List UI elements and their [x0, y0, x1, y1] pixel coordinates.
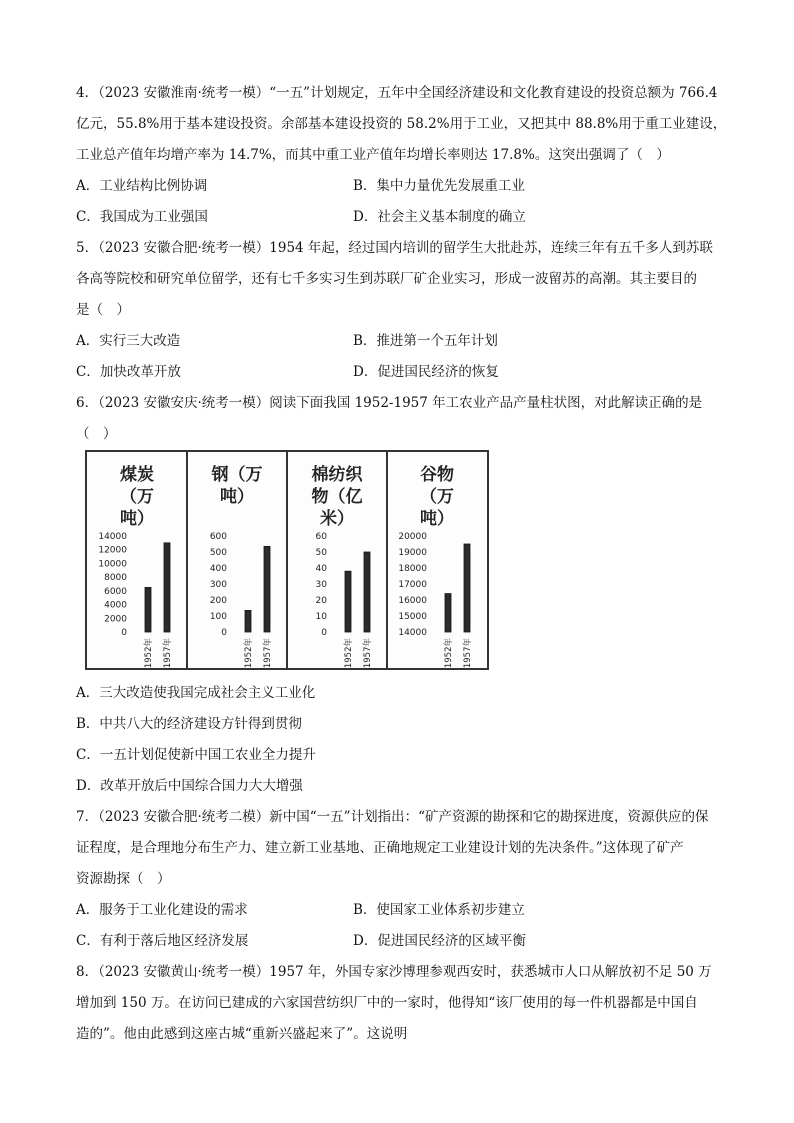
question-5-stem-line: 各高等院校和研究单位留学，还有七千多实习生到苏联厂矿企业实习，形成一波留苏的高潮。其主要目的 [76, 271, 697, 287]
question-4 [76, 78, 726, 233]
bar-1957年 [364, 552, 370, 632]
chart-title-line: 物（亿 [311, 487, 363, 507]
y-tick-label: 16000 [398, 596, 427, 606]
y-tick-label: 8000 [104, 573, 127, 584]
bar-1957年 [164, 543, 170, 632]
y-tick-label: 19000 [398, 548, 427, 558]
chart-title-line: 吨） [120, 509, 154, 529]
option-a[interactable]: A．三大改造使我国完成社会主义工业化 [76, 685, 316, 701]
option-a[interactable]: A．工业结构比例协调 [76, 178, 208, 194]
y-tick-label: 30 [315, 580, 327, 590]
y-tick-label: 0 [121, 628, 127, 638]
question-8-stem-line: 增加到 150 万。在访问已建成的六家国营纺织厂中的一家时，他得知“该厂使用的每一件机器都是中国自 [76, 995, 698, 1011]
x-category-label: 1952年 [344, 638, 354, 668]
x-category-label: 1952年 [444, 638, 454, 668]
chart-title-line: 钢（万 [211, 465, 263, 485]
question-5-stem-line: 5．（2023 安徽合肥·统考一模）1954 年起，经过国内培训的留学生大批赴苏，连续三年有五千多人到苏联 [76, 240, 713, 256]
y-tick-label: 20 [315, 596, 327, 606]
chart-title-line: 吨） [420, 509, 454, 529]
y-tick-label: 60 [315, 532, 327, 542]
y-tick-label: 300 [209, 580, 227, 590]
option-b[interactable]: B．推进第一个五年计划 [353, 333, 498, 349]
y-tick-label: 18000 [398, 564, 427, 574]
x-category-label: 1952年 [244, 638, 254, 668]
question-5-options-row [76, 326, 726, 357]
question-6-options [76, 678, 726, 802]
chart-title-line: （万 [120, 487, 154, 507]
y-tick-label: 500 [209, 548, 227, 558]
option-b[interactable]: B．使国家工业体系初步建立 [353, 902, 525, 918]
question-6-stem-line: （ ） [76, 426, 117, 442]
y-tick-label: 600 [209, 532, 227, 542]
chart-title-line: 煤炭 [120, 465, 154, 485]
question-4-options-row [76, 202, 726, 233]
y-tick-label: 10 [315, 612, 327, 622]
x-category-label: 1957年 [163, 638, 173, 668]
bar-1957年 [264, 546, 270, 632]
y-tick-label: 15000 [398, 612, 427, 622]
option-a[interactable]: A．服务于工业化建设的需求 [76, 902, 248, 918]
question-4-stem-line: 工业总产值年均增产率为 14.7%，而其中重工业产值年均增长率则达 17.8%。这突出强调了（ ） [76, 147, 670, 163]
y-tick-label: 6000 [104, 586, 127, 597]
option-b[interactable]: B．中共八大的经济建设方针得到贯彻 [76, 716, 302, 732]
x-category-label: 1957年 [463, 638, 473, 668]
y-tick-label: 14000 [98, 532, 127, 542]
question-8 [76, 957, 726, 1050]
chart-title-line: 谷物 [420, 465, 454, 485]
y-tick-label: 100 [209, 612, 227, 622]
bar-1952年 [345, 571, 351, 632]
option-c[interactable]: C．加快改革开放 [76, 364, 181, 380]
question-4-options-row [76, 171, 726, 202]
question-7-stem-line: 资源勘探（ ） [76, 871, 171, 887]
charts-svg [87, 452, 487, 668]
bar-1957年 [464, 544, 470, 632]
question-6 [76, 388, 726, 450]
option-c[interactable]: C．一五计划促使新中国工农业全力提升 [76, 747, 316, 763]
question-4-stem-line: 亿元，55.8%用于基本建设投资。余部基本建设投资的 58.2%用于工业，又把其中 88.8%用于重工业建设， [76, 116, 727, 132]
question-7 [76, 802, 726, 957]
y-tick-label: 20000 [398, 532, 427, 542]
y-tick-label: 2000 [104, 614, 127, 625]
option-c[interactable]: C．我国成为工业强国 [76, 209, 208, 225]
y-tick-label: 50 [315, 548, 327, 558]
option-d[interactable]: D．社会主义基本制度的确立 [353, 209, 526, 225]
bar-1952年 [445, 594, 451, 632]
question-4-stem-line: 4．（2023 安徽淮南·统考一模）“一五”计划规定，五年中全国经济建设和文化教育建设的投资总额为 766.4 [76, 85, 718, 101]
bar-1952年 [245, 610, 251, 632]
chart-title-line: 棉纺织 [311, 465, 363, 485]
chart-title-line: 吨） [220, 487, 254, 507]
y-tick-label: 0 [321, 628, 327, 638]
x-category-label: 1957年 [363, 638, 373, 668]
question-5-stem-line: 是（ ） [76, 302, 130, 318]
y-tick-label: 400 [209, 564, 227, 574]
question-8-stem-line: 8．（2023 安徽黄山·统考一模）1957 年，外国专家沙博理参观西安时，获悉城市人口从解放初不足 50 万 [76, 964, 712, 980]
option-b[interactable]: B．集中力量优先发展重工业 [353, 178, 525, 194]
option-c[interactable]: C．有利于落后地区经济发展 [76, 933, 249, 949]
x-category-label: 1957年 [263, 638, 273, 668]
chart-title-line: 米） [320, 509, 354, 529]
question-8-stem-line: 造的”。他由此感到这座古城“重新兴盛起来了”。这说明 [76, 1026, 408, 1042]
chart-title-line: （万 [420, 487, 454, 507]
option-a[interactable]: A．实行三大改造 [76, 333, 181, 349]
question-7-stem-line: 证程度，是合理地分布生产力、建立新工业基地、正确地规定工业建设计划的先决条件。”这体现了矿产 [76, 840, 684, 856]
bar-1952年 [145, 587, 151, 632]
option-d[interactable]: D．改革开放后中国综合国力大大增强 [76, 778, 303, 794]
y-tick-label: 40 [315, 564, 327, 574]
y-tick-label: 4000 [104, 600, 127, 611]
question-7-stem-line: 7．（2023 安徽合肥·统考二模）新中国“一五”计划指出：“矿产资源的勘探和它的勘探进度，资源供应的保 [76, 809, 709, 825]
y-tick-label: 0 [221, 628, 227, 638]
question-6-stem-line: 6．（2023 安徽安庆·统考一模）阅读下面我国 1952-1957 年工农业产品产量柱状图，对此解读正确的是 [76, 395, 703, 411]
y-tick-label: 17000 [398, 580, 427, 590]
y-tick-label: 200 [209, 596, 227, 606]
option-d[interactable]: D．促进国民经济的恢复 [353, 364, 499, 380]
option-d[interactable]: D．促进国民经济的区域平衡 [353, 933, 526, 949]
question-7-options-row [76, 895, 726, 926]
y-tick-label: 10000 [98, 559, 127, 570]
question-5 [76, 233, 726, 388]
y-tick-label: 12000 [98, 545, 127, 556]
production-bar-charts [85, 450, 489, 670]
y-tick-label: 14000 [398, 628, 427, 638]
question-7-options-row [76, 926, 726, 957]
x-category-label: 1952年 [144, 638, 154, 668]
question-5-options-row [76, 357, 726, 388]
